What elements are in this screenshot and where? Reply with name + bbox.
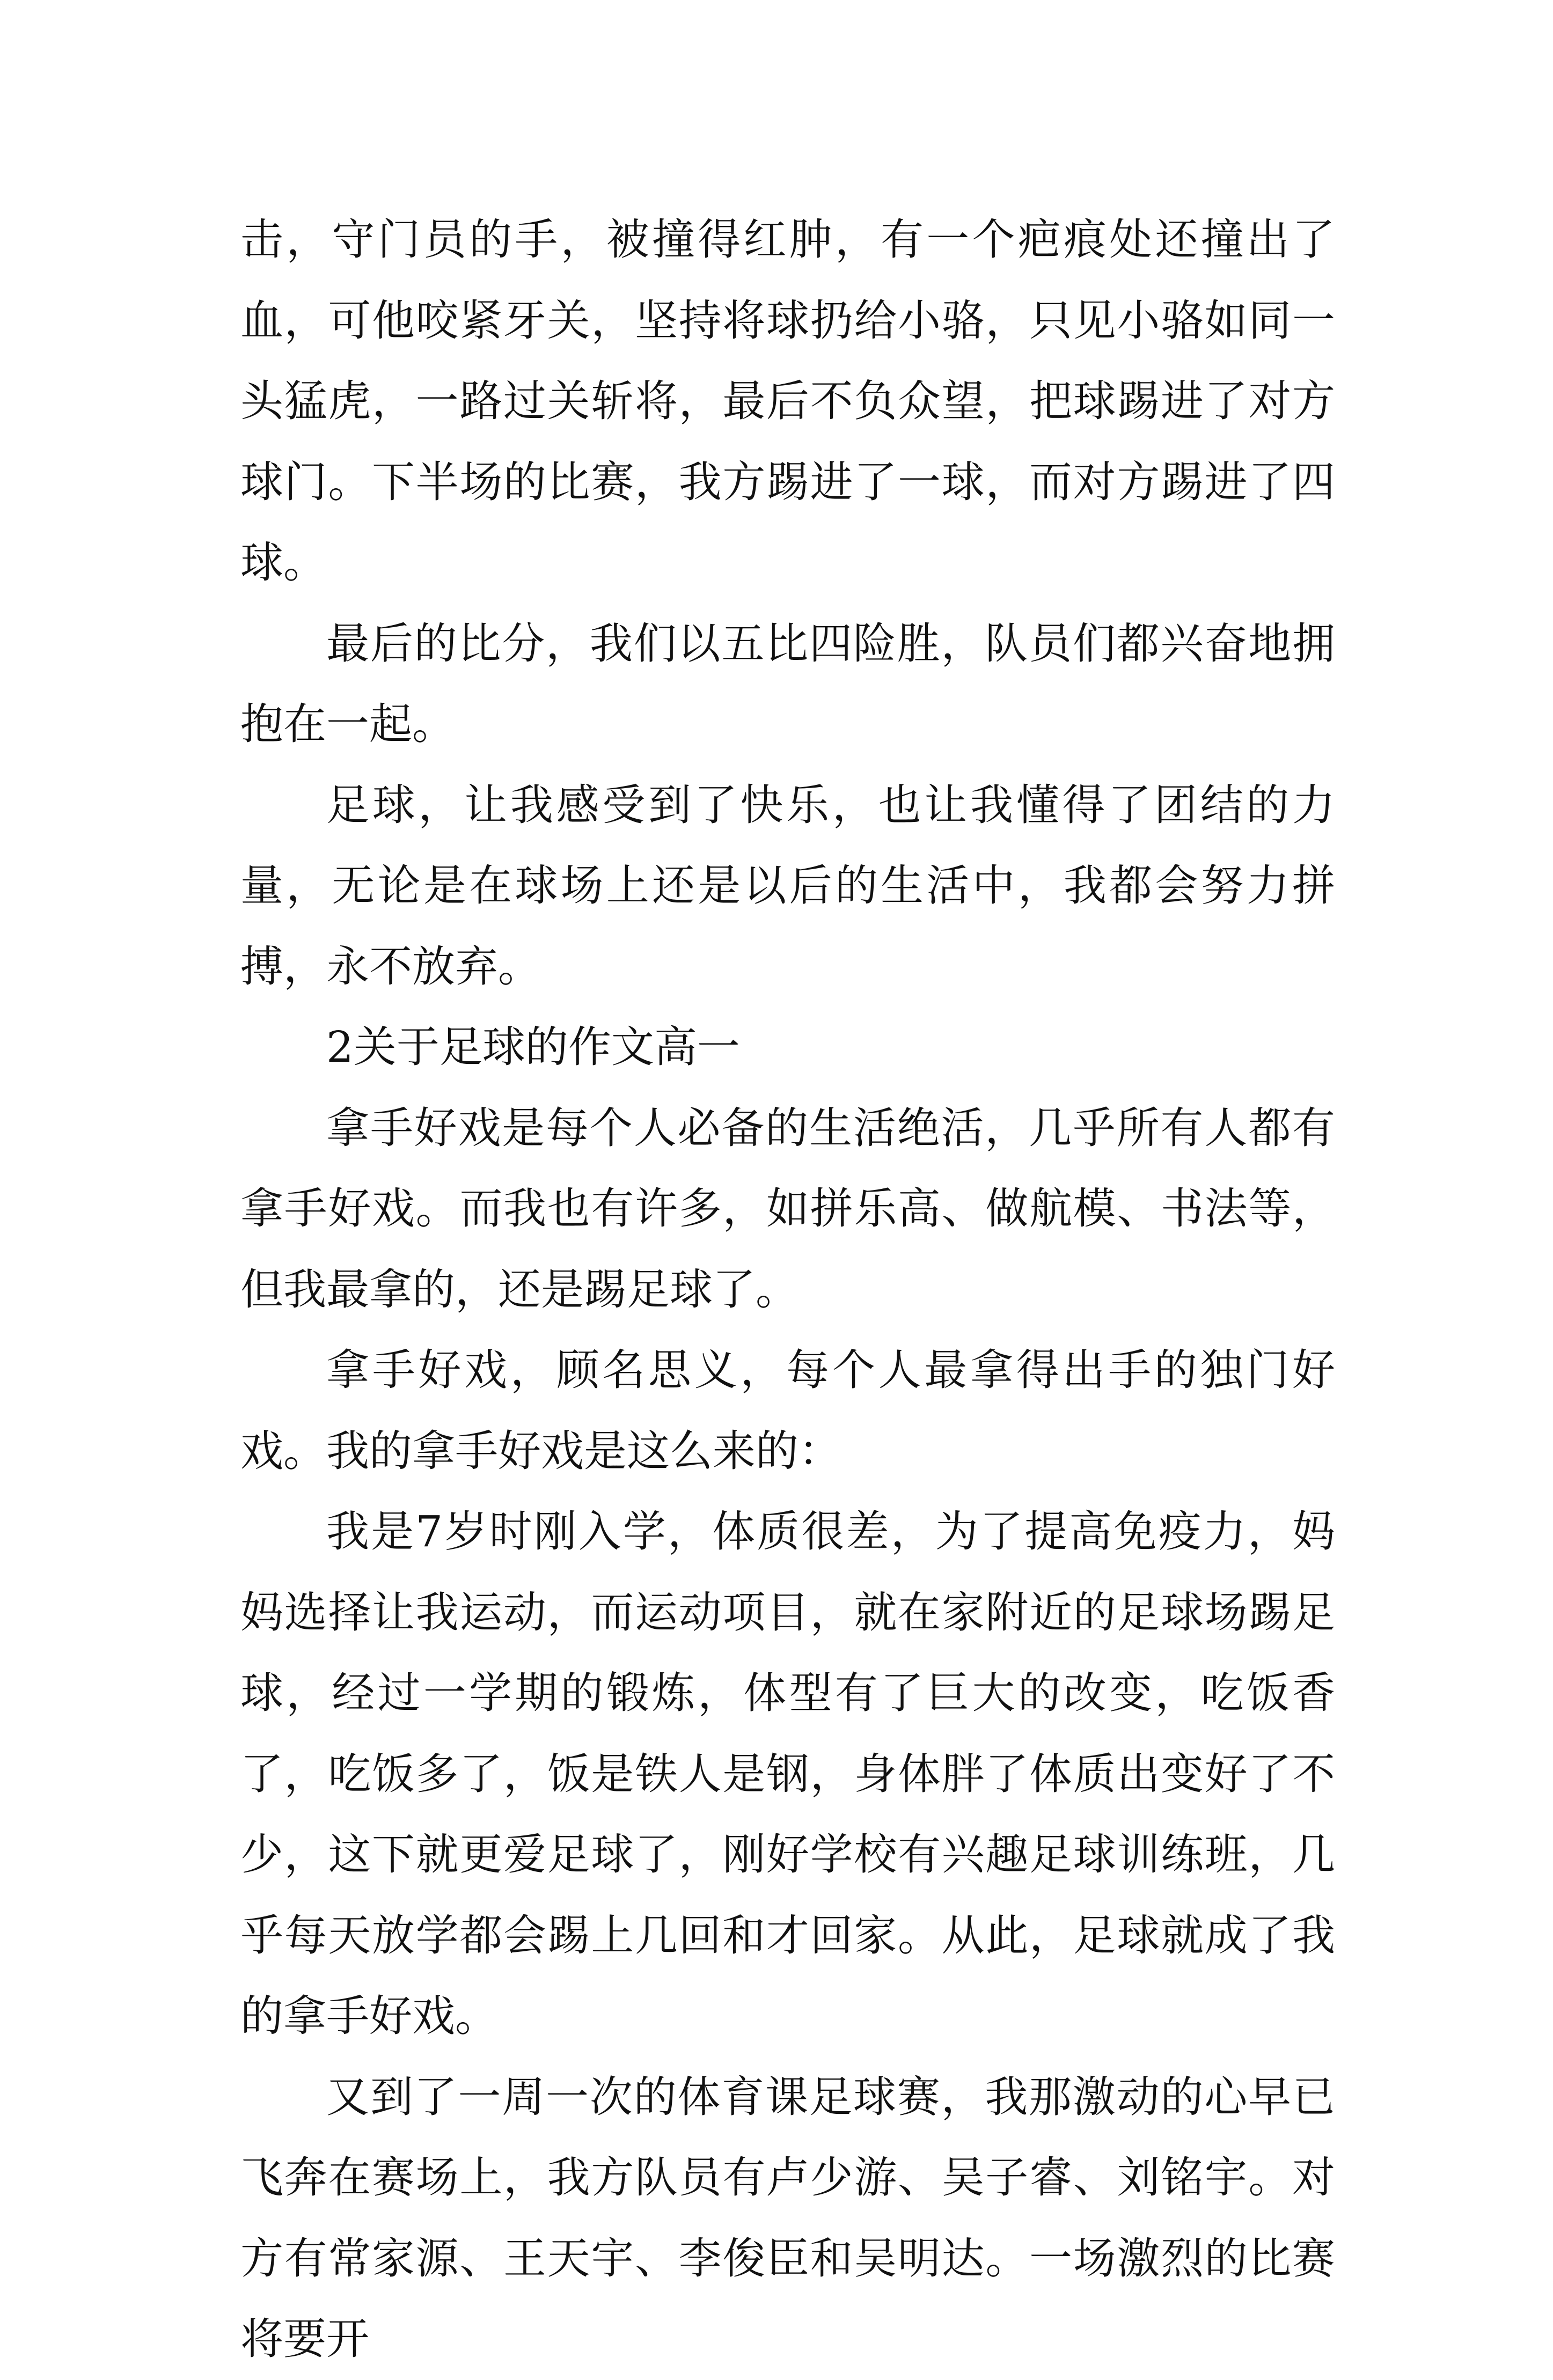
paragraph-6: 拿手好戏，顾名思义，每个人最拿得出手的独门好戏。我的拿手好戏是这么来的： bbox=[240, 1345, 1335, 1476]
paragraph-8: 又到了一周一次的体育课足球赛，我那激动的心早已飞奔在赛场上，我方队员有卢少游、吴子睿、刘铭宇。对方有常家源、王天宇、李俊臣和吴明达。一场激烈的比赛将要开 bbox=[240, 2072, 1335, 2364]
section-heading: 2关于足球的作文高一 bbox=[326, 1022, 740, 1072]
paragraph-7: 我是7岁时刚入学，体质很差，为了提高免疫力，妈妈选择让我运动，而运动项目，就在家附近的足球场踢足球，经过一学期的锻炼，体型有了巨大的改变，吃饭香了，吃饭多了，饭是铁人是钢，身体胖了体质出变好了不少，这下就更爱足球了，刚好学校有兴趣足球训练班，几乎每天放学都会踢上几回和才回家。从此，足球就成了我的拿手好戏。 bbox=[240, 1507, 1335, 2041]
document-body bbox=[240, 200, 1335, 2380]
paragraph-2: 最后的比分，我们以五比四险胜，队员们都兴奋地拥抱在一起。 bbox=[240, 618, 1335, 749]
paragraph-5: 拿手好戏是每个人必备的生活绝活，几乎所有人都有拿手好戏。而我也有许多，如拼乐高、做航模、书法等，但我最拿的，还是踢足球了。 bbox=[240, 1103, 1335, 1314]
paragraph-1: 击，守门员的手，被撞得红肿，有一个疤痕处还撞出了血，可他咬紧牙关，坚持将球扔给小骆，只见小骆如同一头猛虎，一路过关斩将，最后不负众望，把球踢进了对方球门。下半场的比赛，我方踢进了一球，而对方踢进了四球。 bbox=[240, 215, 1335, 587]
paragraph-3: 足球，让我感受到了快乐，也让我懂得了团结的力量，无论是在球场上还是以后的生活中，我都会努力拼搏，永不放弃。 bbox=[240, 780, 1335, 991]
